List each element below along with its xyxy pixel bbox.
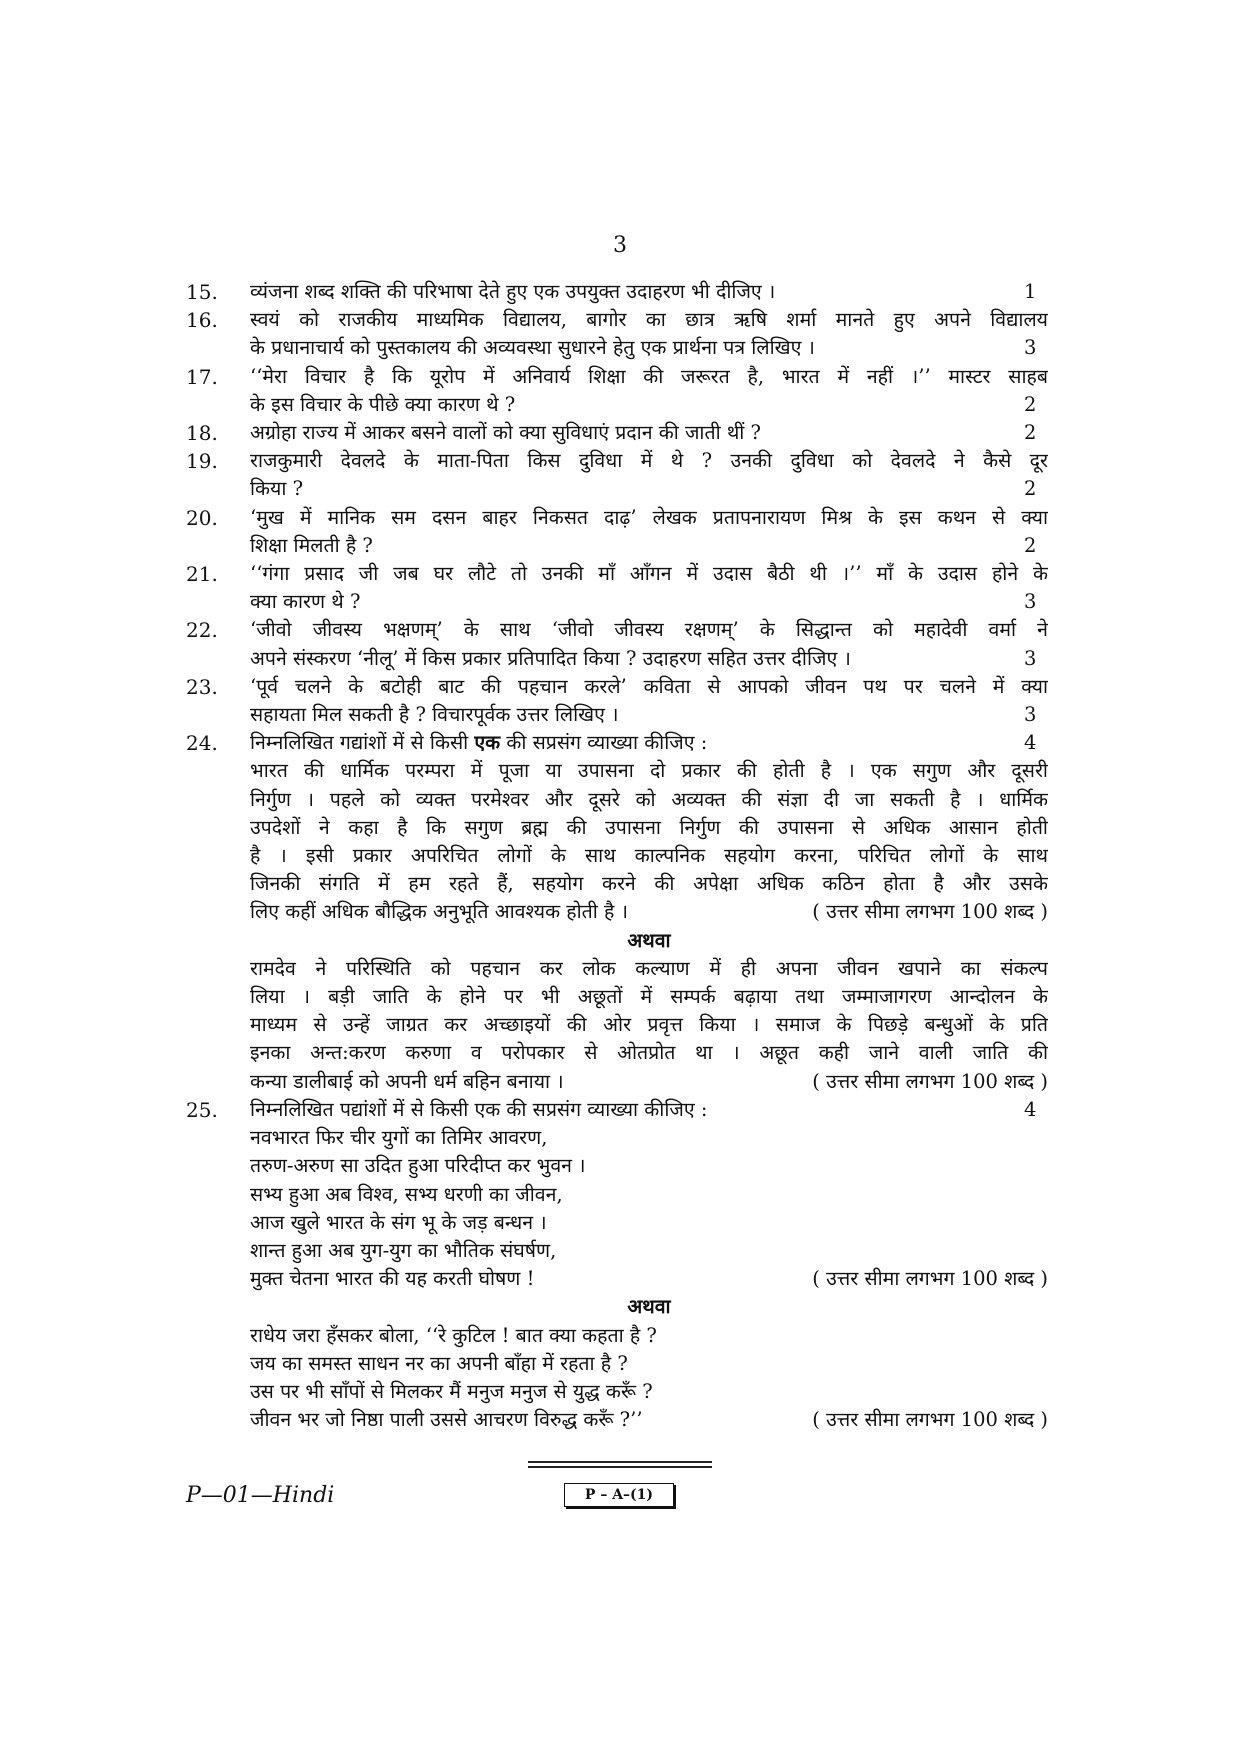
marks: 2 (1024, 421, 1037, 445)
question-number: 23. (186, 674, 218, 699)
marks: 4 (1024, 1097, 1037, 1121)
marks: 1 (1024, 280, 1037, 303)
prose-passage-1: भारत की धार्मिक परम्परा में पूजा या उपासना दो प्रकार की होती है । एक सगुण और दूसरी निर्गुण । पहले को व्यक्त परमेश्वर और दूसरे को अव्यक्त की संज्ञा दी जा सकती है । धार्मिक उपदेशों ने कहा है कि सगुण ब्रह्म की उपासना निर्गुण की उपासना से अधिक आसान होती है । इसी प्रकार अपरिचित लोगों के साथ काल्पनिक सहयोग करना, परिचित लोगों के साथ जिनकी संगति में हम रहते हैं, सहयोग करने की अपेक्षा अधिक कठिन होता है और उसके लिए कहीं अधिक बौद्धिक अनुभूति आवश्यक होती है । ( उत्तर सीमा लगभग 100 शब्द ) (250, 757, 1048, 926)
question-17 (186, 363, 1048, 419)
marks: 3 (1024, 336, 1037, 360)
question-text: अपने संस्करण ‘नीलू’ में किस प्रकार प्रतिपादित किया ? उदाहरण सहित उत्तर दीजिए । (250, 646, 851, 670)
word-limit-note: ( उत्तर सीमा लगभग 100 शब्द ) (812, 1408, 1048, 1432)
question-23 (186, 673, 1048, 729)
marks: 2 (1024, 477, 1037, 501)
question-20 (186, 504, 1048, 560)
question-text: के इस विचार के पीछे क्या कारण थे ? (250, 392, 516, 416)
question-18 (186, 419, 1048, 447)
question-22 (186, 616, 1048, 672)
question-25 (186, 1096, 1048, 1434)
marks: 3 (1024, 646, 1037, 670)
marks: 3 (1024, 590, 1037, 614)
double-rule-divider (0, 1461, 1240, 1469)
poem-passage-1: नवभारत फिर चीर युगों का तिमिर आवरण, तरुण-अरुण सा उदित हुआ परिदीप्त कर भुवन । सभ्य हुआ अब विश्व, सभ्य धरणी का जीवन, आज खुले भारत के संग भू के जड़ बन्धन । शान्त हुआ अब युग-युग का भौतिक संघर्षण, मुक्त चेतना भारत की यह करती घोषण ! ( उत्तर सीमा लगभग 100 शब्द ) (250, 1124, 1048, 1293)
question-text: स्वयं को राजकीय माध्यमिक विद्यालय, बागोर का छात्र ऋषि शर्मा मानते हुए अपने विद्यालय (250, 308, 1048, 332)
question-number: 15. (186, 280, 218, 304)
poem-passage-2: राधेय जरा हँसकर बोला, ‘‘रे कुटिल ! बात क्या कहता है ? जय का समस्त साधन नर का अपनी बाँहा में रहता है ? उस पर भी साँपों से मिलकर मैं मनुज मनुज से युद्ध करूँ ? जीवन भर जो निष्ठा पाली उससे आचरण विरुद्ध करूँ ?’’ ( उत्तर सीमा लगभग 100 शब्द ) (250, 1322, 1048, 1435)
question-number: 17. (186, 364, 218, 389)
marks: 2 (1024, 533, 1037, 557)
marks: 4 (1024, 731, 1037, 755)
word-limit-note: ( उत्तर सीमा लगभग 100 शब्द ) (812, 1267, 1048, 1291)
question-number: 16. (186, 308, 218, 333)
question-24 (186, 729, 1048, 1096)
question-number: 18. (186, 421, 218, 446)
question-text: शिक्षा मिलती है ? (250, 533, 373, 557)
page-number: 3 (613, 233, 627, 258)
question-text: ‘मुख में मानिक सम दसन बाहर निकसत दाढ़’ लेखक प्रतापनारायण मिश्र के इस कथन से क्या (250, 505, 1048, 529)
question-text: क्या कारण थे ? (250, 590, 361, 614)
athva-heading: अथवा (627, 1295, 671, 1319)
question-text: ‘पूर्व चलने के बटोही बाट की पहचान करले’ कविता से आपको जीवन पथ पर चलने में क्या (250, 674, 1048, 698)
question-number: 21. (186, 562, 218, 587)
question-instruction: निम्नलिखित गद्यांशों में से किसी एक की सप्रसंग व्याख्या कीजिए : (250, 731, 708, 755)
question-text: राजकुमारी देवलदे के माता-पिता किस दुविधा में थे ? उनकी दुविधा को देवलदे ने कैसे दूर (250, 449, 1048, 473)
question-number: 25. (186, 1097, 218, 1122)
question-21 (186, 560, 1048, 616)
question-text: ‘‘गंगा प्रसाद जी जब घर लौटे तो उनकी माँ आँगन में उदास बैठी थी ।’’ माँ के उदास होने के (250, 562, 1048, 586)
word-limit-note: ( उत्तर सीमा लगभग 100 शब्द ) (812, 900, 1048, 924)
prose-passage-2: रामदेव ने परिस्थिति को पहचान कर लोक कल्याण में ही अपना जीवन खपाने का संकल्प लिया । बड़ी जाति के होने पर भी अछूतों में सम्पर्क बढ़ाया तथा जम्माजागरण आन्दोलन के माध्यम से उन्हें जाग्रत कर अच्छाइयों की ओर प्रवृत्त किया । समाज के पिछड़े बन्धुओं के प्रति इनका अन्त:करण करुणा व परोपकार से ओतप्रोत था । अछूत कही जाने वाली जाति की कन्या डालीबाई को अपनी धर्म बहिन बनाया । ( उत्तर सीमा लगभग 100 शब्द ) (250, 955, 1048, 1096)
paper-code: P—01—Hindi (186, 1483, 335, 1508)
question-text: के प्रधानाचार्य को पुस्तकालय की अव्यवस्था सुधारने हेतु एक प्रार्थना पत्र लिखिए । (250, 336, 815, 360)
question-15 (186, 278, 1048, 306)
athva-heading: अथवा (627, 928, 671, 952)
question-list (186, 278, 1048, 1434)
question-number: 19. (186, 449, 218, 474)
marks: 3 (1024, 703, 1037, 727)
question-text: सहायता मिल सकती है ? विचारपूर्वक उत्तर लिखिए । (250, 703, 619, 727)
question-instruction: निम्नलिखित पद्यांशों में से किसी एक की सप्रसंग व्याख्या कीजिए : (250, 1097, 708, 1121)
paper-set-code-box: P – A–(1) (564, 1483, 674, 1507)
question-text: किया ? (250, 477, 304, 501)
question-text: व्यंजना शब्द शक्ति की परिभाषा देते हुए एक उपयुक्त उदाहरण भी दीजिए । (250, 280, 776, 303)
marks: 2 (1024, 392, 1037, 416)
question-text: अग्रोहा राज्य में आकर बसने वालों को क्या सुविधाएं प्रदान की जाती थीं ? (250, 421, 761, 445)
question-number: 24. (186, 731, 218, 756)
question-text: ‘‘मेरा विचार है कि यूरोप में अनिवार्य शिक्षा की जरूरत है, भारत में नहीं ।’’ मास्टर साहब (250, 364, 1048, 388)
question-16 (186, 306, 1048, 362)
question-number: 22. (186, 618, 218, 643)
word-limit-note: ( उत्तर सीमा लगभग 100 शब्द ) (812, 1069, 1048, 1093)
question-text: ‘जीवो जीवस्य भक्षणम्’ के साथ ‘जीवो जीवस्य रक्षणम्’ के सिद्धान्त को महादेवी वर्मा ने (250, 618, 1048, 642)
question-number: 20. (186, 505, 218, 530)
emphasis-ek: एक (474, 731, 501, 755)
question-19 (186, 447, 1048, 503)
